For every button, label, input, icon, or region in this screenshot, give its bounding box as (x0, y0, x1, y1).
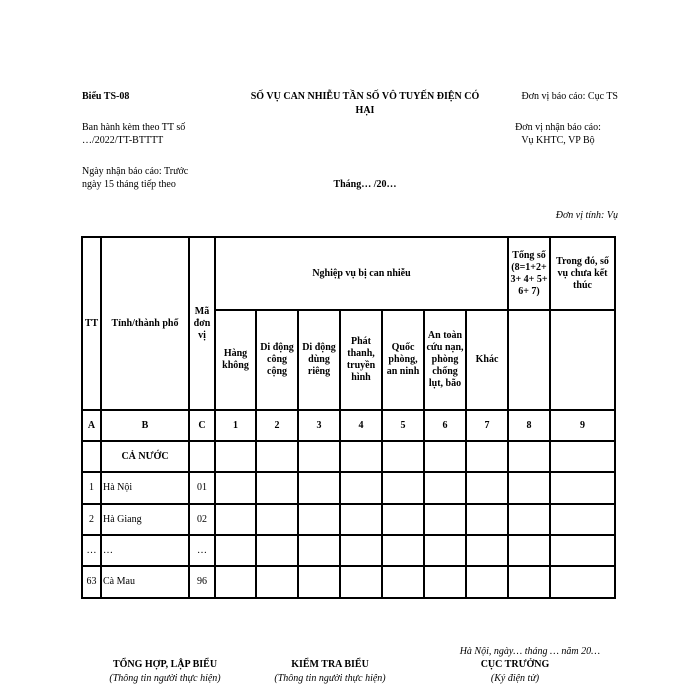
header-public-mobile: Di động công cộng (256, 310, 298, 410)
index-cell: 8 (508, 410, 550, 441)
compiler-note: (Thông tin người thực hiện) (109, 673, 221, 684)
issued-line-2: …/2022/TT-BTTTT (82, 135, 164, 146)
receiving-unit-line-1: Đơn vị nhận báo cáo: (515, 122, 601, 133)
report-title-line-2: HẠI (355, 105, 375, 116)
table-row (82, 535, 615, 566)
index-cell: 5 (382, 410, 424, 441)
index-cell: 4 (340, 410, 382, 441)
header-defense-security: Quốc phòng, an ninh (382, 310, 424, 410)
header-aviation: Hàng không (215, 310, 256, 410)
row-province: Hà Nội (101, 472, 189, 504)
row-code: … (189, 535, 215, 566)
header-broadcasting: Phát thanh, truyền hình (340, 310, 382, 410)
row-tt: 1 (82, 472, 101, 504)
director-title: CỤC TRƯỞNG (480, 659, 550, 670)
index-cell: 1 (215, 410, 256, 441)
receiving-unit-line-2: Vụ KHTC, VP Bộ (521, 135, 595, 146)
report-title-line-1: SỐ VỤ CAN NHIỄU TẦN SỐ VÔ TUYẾN ĐIỆN CÓ (250, 91, 480, 102)
row-tt: 63 (82, 566, 101, 598)
header-other: Khác (466, 310, 508, 410)
checker-title: KIỂM TRA BIỂU (291, 659, 369, 670)
header-affected-services: Nghiệp vụ bị can nhiễu (215, 237, 508, 310)
form-code: Biểu TS-08 (82, 91, 130, 102)
row-code: 96 (189, 566, 215, 598)
compiler-title: TỔNG HỢP, LẬP BIỂU (112, 659, 218, 670)
reporting-unit: Đơn vị báo cáo: Cục TS (521, 91, 618, 102)
measure-unit: Đơn vị tính: Vụ (555, 210, 618, 221)
national-label: CẢ NƯỚC (101, 441, 189, 472)
row-code: 02 (189, 504, 215, 535)
index-cell: 9 (550, 410, 615, 441)
checker-note: (Thông tin người thực hiện) (274, 673, 386, 684)
issued-line-1: Ban hành kèm theo TT số (82, 122, 186, 133)
index-cell: 3 (298, 410, 340, 441)
header-private-mobile: Di động dùng riêng (298, 310, 340, 410)
header-total: Tổng số (8=1+2+ 3+ 4+ 5+ 6+ 7) (508, 237, 550, 310)
row-province: … (101, 535, 189, 566)
index-cell: 7 (466, 410, 508, 441)
receive-deadline-line-1: Ngày nhận báo cáo: Trước (82, 166, 189, 177)
index-cell: A (82, 410, 101, 441)
header-province: Tỉnh/thành phố (101, 237, 189, 410)
index-cell: C (189, 410, 215, 441)
header-unresolved: Trong đó, số vụ chưa kết thúc (550, 237, 615, 310)
header-safety-rescue: An toàn cứu nạn, phòng chống lụt, bão (424, 310, 466, 410)
index-cell: B (101, 410, 189, 441)
row-tt: 2 (82, 504, 101, 535)
index-cell: 6 (424, 410, 466, 441)
header-unresolved-empty (550, 310, 615, 410)
table-row-national (82, 441, 615, 472)
interference-report-table (81, 236, 616, 599)
header-unit-code: Mã đơn vị (189, 237, 215, 410)
index-cell: 2 (256, 410, 298, 441)
row-code: 01 (189, 472, 215, 504)
header-tt: TT (82, 237, 101, 410)
table-row (82, 504, 615, 535)
report-period: Tháng… /20… (333, 179, 397, 190)
receive-deadline-line-2: ngày 15 tháng tiếp theo (82, 179, 176, 190)
row-tt: … (82, 535, 101, 566)
header-total-empty (508, 310, 550, 410)
director-note: (Ký điện tử) (490, 673, 540, 684)
place-and-date: Hà Nội, ngày… tháng … năm 20… (459, 646, 600, 657)
table-row (82, 566, 615, 598)
table-row (82, 472, 615, 504)
row-province: Hà Giang (101, 504, 189, 535)
row-province: Cà Mau (101, 566, 189, 598)
